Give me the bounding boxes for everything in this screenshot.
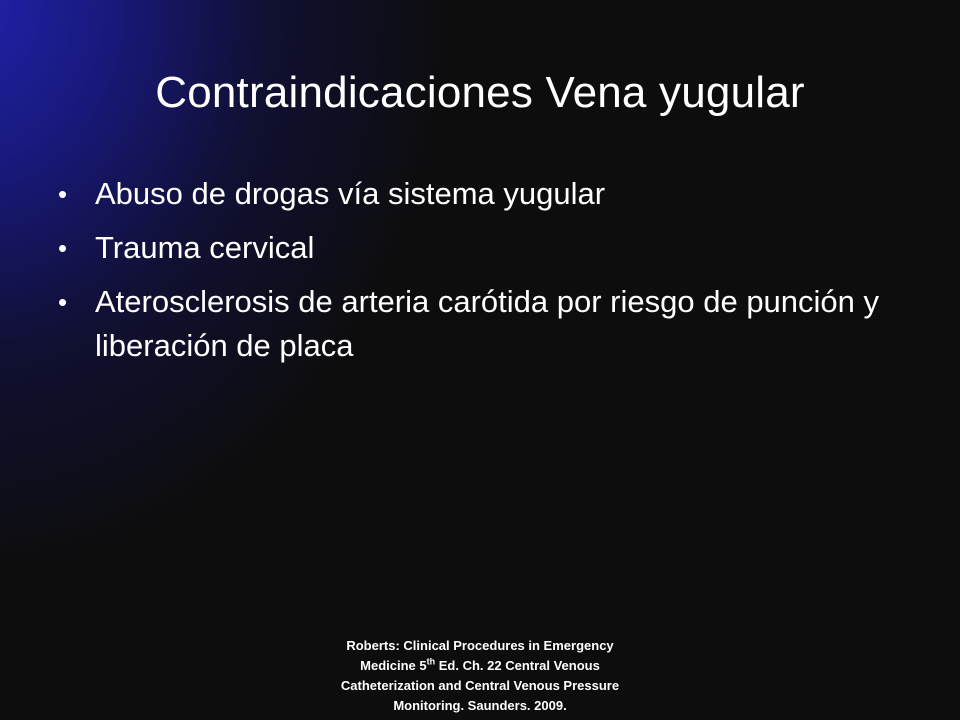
- bullet-text: Trauma cervical: [95, 230, 315, 265]
- bullet-item: [58, 280, 918, 368]
- citation-part-1: Roberts: Clinical Procedures in Emergency Medicine 5: [346, 638, 614, 673]
- bullet-text: Abuso de drogas vía sistema yugular: [95, 176, 606, 211]
- bullet-dot-icon: •: [58, 287, 68, 317]
- citation-text: [320, 636, 640, 716]
- slide-title: Contraindicaciones Vena yugular: [155, 68, 805, 117]
- bullet-list: [58, 172, 918, 378]
- bullet-dot-icon: •: [58, 233, 68, 263]
- bullet-item: [58, 226, 918, 270]
- bullet-item: [58, 172, 918, 216]
- citation-superscript: th: [426, 656, 436, 667]
- bullet-dot-icon: •: [58, 179, 68, 209]
- citation-part-2: Ed. Ch. 22 Central Venous Catheterization and Central Venous Pressure Monitoring. Saunders. 2009.: [340, 658, 620, 713]
- bullet-text: Aterosclerosis de arteria carótida por riesgo de punción y liberación de placa: [95, 284, 880, 363]
